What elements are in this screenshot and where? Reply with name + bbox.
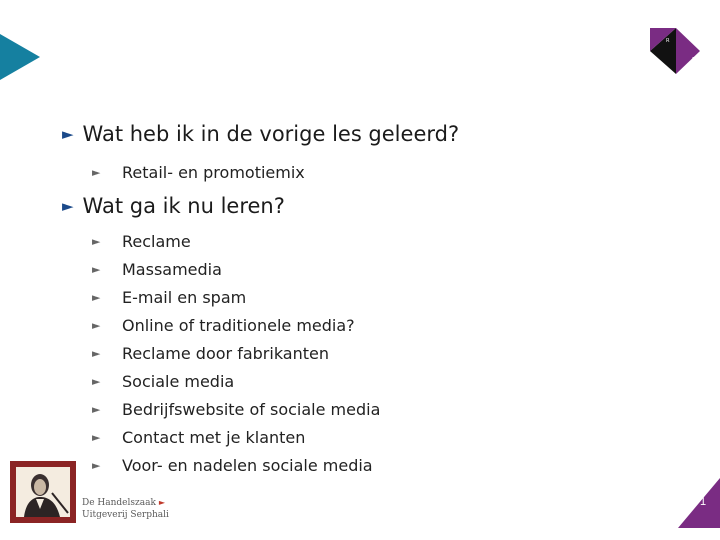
teal-triangle-decoration (0, 34, 40, 80)
list-item (92, 367, 380, 395)
bullet-arrow-icon: ► (92, 402, 101, 416)
bullet-arrow-icon: ► (92, 290, 101, 304)
list-item (92, 395, 380, 423)
heading-text: Wat heb ik in de vorige les geleerd? (82, 122, 460, 146)
publisher-text (82, 497, 169, 521)
publisher-subtitle: Uitgeverij Serphali (82, 510, 169, 520)
list-item-text: E-mail en spam (122, 287, 247, 307)
slide-number: 1 (700, 496, 707, 508)
list-item-text: Massamedia (122, 259, 222, 279)
list-item-text: Reclame (122, 231, 191, 251)
list-item-text: Online of traditionele media? (122, 315, 355, 335)
publisher-logo (10, 458, 169, 523)
heading-previous-lesson (62, 122, 459, 146)
list-item-text: Voor- en nadelen sociale media (122, 455, 373, 475)
portrait-logo-icon (10, 461, 76, 523)
heading-arrow-icon: ► (62, 197, 74, 215)
previous-lesson-list (92, 158, 305, 186)
triangle-cluster-icon (648, 28, 700, 74)
publisher-name: De Handelszaak (82, 498, 156, 508)
bullet-arrow-icon: ► (92, 374, 101, 388)
bullet-arrow-icon: ► (92, 318, 101, 332)
list-item-text: Sociale media (122, 371, 235, 391)
list-item (92, 255, 380, 283)
purple-triangle-icon (678, 478, 720, 528)
list-item-text: Reclame door fabrikanten (122, 343, 330, 363)
list-item (92, 283, 380, 311)
list-item (92, 158, 305, 186)
bullet-arrow-icon: ► (92, 234, 101, 248)
corner-label-s: S (692, 57, 696, 63)
learn-now-list (92, 227, 380, 479)
publisher-arrow-icon: ► (158, 498, 165, 507)
heading-learn-now (62, 194, 285, 218)
bullet-arrow-icon: ► (92, 458, 101, 472)
heading-arrow-icon: ► (62, 125, 74, 143)
bullet-arrow-icon: ► (92, 430, 101, 444)
bullet-arrow-icon: ► (92, 262, 101, 276)
bullet-arrow-icon: ► (92, 165, 101, 179)
list-item (92, 339, 380, 367)
bullet-arrow-icon: ► (92, 346, 101, 360)
list-item-text: Bedrijfswebsite of sociale media (122, 399, 381, 419)
slide-number-badge (678, 478, 720, 532)
list-item (92, 423, 380, 451)
list-item-text: Retail- en promotiemix (122, 162, 305, 182)
heading-text: Wat ga ik nu leren? (82, 194, 285, 218)
list-item-text: Contact met je klanten (122, 427, 306, 447)
corner-label-r: R (666, 38, 670, 44)
list-item (92, 311, 380, 339)
list-item (92, 227, 380, 255)
corner-triangles (648, 28, 700, 78)
